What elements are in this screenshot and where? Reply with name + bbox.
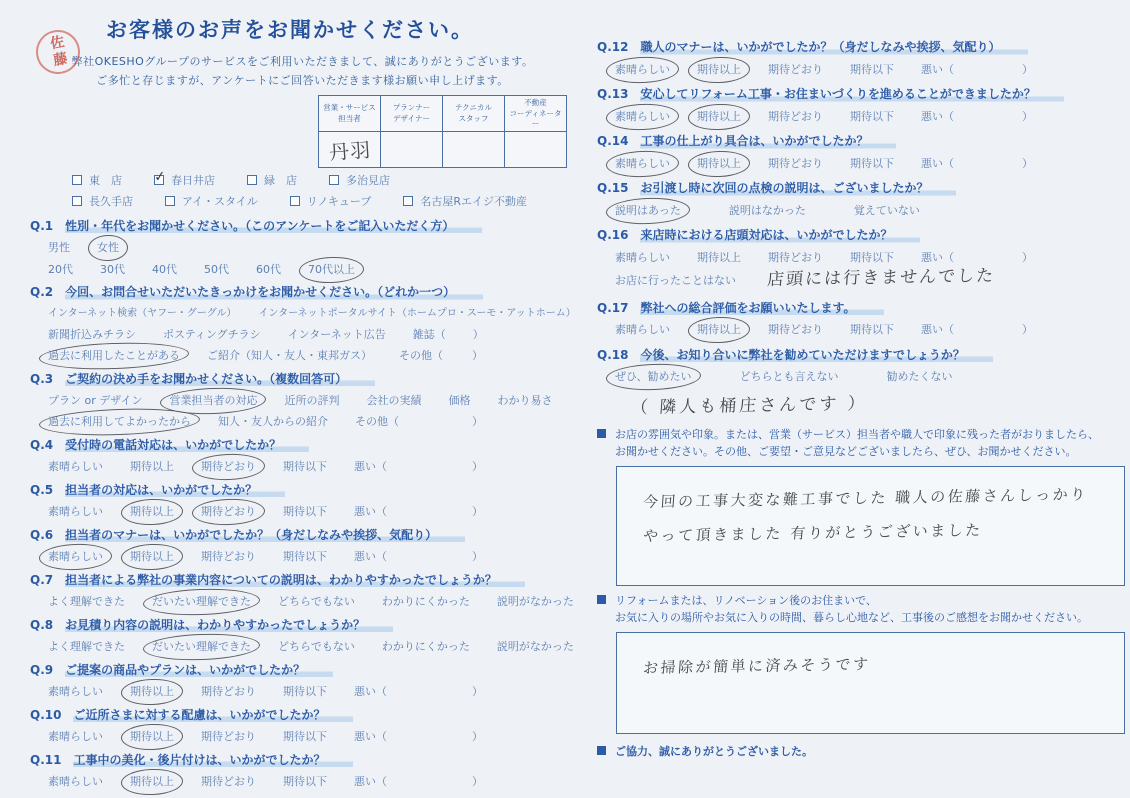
option-circled[interactable]: 素晴らしい [48,550,103,564]
option[interactable]: 会社の実績 [366,394,422,408]
question-title: 担当者による弊社の事業内容についての説明は、わかりやすかったでしょうか？ [65,573,525,589]
store-label: リノキューブ [306,194,372,208]
question-title: 今回、お問合せいただいたきっかけをお聞かせください。（どれか一つ） [65,285,483,301]
question-title: ご契約の決め手をお聞かせください。（複数回答可） [65,372,375,388]
staff-table-value-row [319,131,567,167]
staff-header-line2: スタッフ [458,113,489,123]
question-block [30,483,575,520]
option[interactable]: インターネット検索（ヤフー・グーグル） [48,307,237,319]
store-label: アイ・スタイル [182,194,258,208]
store-item[interactable] [154,172,215,188]
option[interactable]: 説明がなかった [496,640,574,654]
staff-table-value-cell[interactable] [381,131,443,167]
intro-line-2: ご多忙と存じますが、アンケートにご回答いただきます様お願い申し上げます。 [96,73,509,87]
question-head [30,708,575,724]
option[interactable]: 期待以上 [697,250,741,264]
store-item[interactable] [72,193,133,209]
store-label: 多治見店 [346,173,390,187]
checkbox-icon[interactable] [165,196,175,206]
checkbox-icon[interactable] [329,175,339,185]
closing-line [597,743,1125,759]
question-block [30,708,575,745]
staff-table [318,95,567,167]
question-title: 工事中の美化・後片付けは、いかがでしたか？ [73,753,353,769]
question-number: Q.15 [597,180,629,195]
closing-paren: ） [472,730,483,744]
checkbox-icon[interactable] [72,196,82,206]
closing-paren: ） [472,460,483,474]
options-row [615,369,1125,384]
staff-table-header-cell [319,96,381,131]
option[interactable]: 期待以下 [850,250,894,264]
staff-table-header-cell [443,96,505,131]
option[interactable]: 40代 [152,262,177,276]
question-number: Q.6 [30,527,54,542]
options-row [48,639,575,654]
question-block [597,348,1125,416]
option[interactable]: どちらでもない [278,595,355,609]
option[interactable]: 期待どおり [201,775,256,789]
question-title: 性別・年代をお聞かせください。（このアンケートをご記入いただく方） [65,219,482,235]
store-item[interactable] [290,193,372,209]
question-title: 弊社への総合評価をお願いいたします。 [640,301,883,317]
options-row [48,459,575,474]
option-circled[interactable]: 営業担当者の対応 [169,394,258,408]
option-circled[interactable]: 素晴らしい [615,62,670,76]
comment-section [597,426,1125,586]
question-number: Q.13 [597,86,629,101]
option[interactable]: お店に行ったことはない [615,274,736,288]
store-label: 長久手店 [89,194,133,208]
question-title: 職人のマナーは、いかがでしたか？（身だしなみや挨拶、気配り） [640,40,1028,56]
staff-header-line1: プランナー [392,103,431,113]
question-block [597,134,1125,171]
question-title: 受付時の電話対応は、いかがでしたか？ [65,438,309,454]
store-label: 春日井店 [171,173,215,187]
question-number: Q.8 [30,617,54,632]
question-head [30,663,575,679]
staff-header-line1: 不動産 [524,98,547,108]
question-head [30,618,575,634]
option-circled[interactable]: 期待以上 [697,62,741,76]
option-circled[interactable]: 素晴らしい [615,109,670,123]
option[interactable]: 期待どおり [201,550,256,564]
option[interactable]: 新聞折込みチラシ [48,327,136,341]
closing-paren: ） [472,550,483,564]
option[interactable]: その他（ [355,415,399,429]
option[interactable]: 期待以下 [283,775,327,789]
store-item[interactable] [403,193,527,209]
staff-table-header-row [319,96,567,131]
question-list-right [597,40,1125,416]
options-row [48,262,575,277]
question-head [597,348,1125,364]
option[interactable]: プラン or デザイン [48,394,143,408]
question-block [597,87,1125,124]
option[interactable]: インターネット広告 [287,327,386,341]
section-head [597,426,1125,460]
question-title: 安心してリフォーム工事・お住まいづくりを進めることができましたか？ [640,87,1063,103]
question-head [30,753,575,769]
section-head [597,592,1125,626]
option[interactable]: 悪い（ [921,250,954,264]
option[interactable]: 価格 [448,394,471,408]
options-row [48,393,575,408]
question-head [597,181,1125,197]
option[interactable]: 期待以下 [850,156,894,170]
checkbox-icon[interactable] [247,175,257,185]
question-block [30,663,575,700]
staff-header-line1: 営業・サービス [323,103,376,113]
page-title: お客様のお声をお聞かせください。 [106,18,474,42]
option[interactable]: どちらでもない [278,640,355,654]
staff-table-header-cell [381,96,443,131]
option[interactable]: 素晴らしい [615,250,670,264]
option-circled[interactable]: 70代以上 [308,262,355,276]
question-block [30,753,575,790]
question-block [30,219,575,277]
option-circled[interactable]: 過去に利用したことがある [48,349,180,363]
option[interactable]: 悪い（ [921,109,954,123]
question-number: Q.11 [30,752,62,767]
question-number: Q.14 [597,133,629,148]
option[interactable]: 50代 [204,262,229,276]
options-row [48,504,575,519]
option[interactable]: わかり易さ [497,394,553,408]
options-row [48,684,575,699]
question-number: Q.10 [30,707,62,722]
option[interactable]: 悪い（ [354,550,387,564]
question-block [597,228,1125,291]
option[interactable]: よく理解できた [48,640,125,654]
staff-header-line2: コーディネーター [509,108,562,128]
store-row [72,193,575,209]
question-number: Q.7 [30,572,54,587]
staff-table-value-cell[interactable] [319,131,381,167]
option[interactable]: 素晴らしい [48,775,103,789]
question-title: 工事の仕上がり具合は、いかがでしたか？ [640,134,896,150]
option[interactable]: 覚えていない [853,203,920,217]
question-head [30,438,575,454]
option[interactable]: 30代 [100,262,125,276]
square-bullet-icon [597,746,606,755]
closing-paren: ） [1022,323,1033,337]
option[interactable]: 期待どおり [768,250,823,264]
option-circled[interactable]: 期待どおり [201,460,256,474]
staff-table-value-cell[interactable] [505,131,567,167]
option[interactable]: 知人・友人からの紹介 [218,415,328,429]
handwritten-note: （ 隣人も桶庄さんです ） [630,393,869,418]
question-block [597,40,1125,77]
closing-paren: ） [472,685,483,699]
option[interactable]: 雑誌（ [412,327,446,341]
store-row [72,172,575,188]
question-head [597,87,1125,103]
option[interactable]: 期待以下 [850,109,894,123]
options-row [615,109,1125,124]
section-head-line: お気に入りの場所やお気に入りの時間、暮らし心地など、工事後のご感想をお聞かせください。 [615,610,1088,624]
option-circled[interactable]: 素晴らしい [615,156,670,170]
comment-box[interactable] [616,632,1125,734]
question-block [30,618,575,655]
intro-text [30,53,575,90]
staff-name-handwriting: 丹羽 [327,137,372,165]
options-row [48,549,575,564]
options-row [615,156,1125,171]
option[interactable]: 期待以下 [850,62,894,76]
option[interactable]: 素晴らしい [48,460,103,474]
closing-paren: ） [472,327,484,341]
section-head-text [615,426,1099,460]
option[interactable]: 悪い（ [354,730,387,744]
checkbox-checked-icon[interactable] [154,175,164,185]
option[interactable]: 近所の評判 [284,394,340,408]
hanko-stamp: 佐藤 [33,27,84,78]
option[interactable]: 素晴らしい [615,323,670,337]
option[interactable]: 説明がなかった [496,595,574,609]
question-number: Q.4 [30,437,54,452]
comment-section [597,592,1125,734]
question-block [597,181,1125,218]
closing-paren: ） [1022,109,1033,123]
option[interactable]: どちらとも言えない [739,370,839,384]
checkbox-icon[interactable] [290,196,300,206]
option-circled[interactable]: 期待以上 [130,685,174,699]
handwritten-comment: お掃除が簡単に済みそうです [642,654,872,677]
store-label: 緑 店 [264,173,297,187]
option-circled[interactable]: 期待以上 [697,156,741,170]
free-comment-sections [597,426,1125,734]
option[interactable]: 説明はなかった [728,203,806,217]
section-head-text [615,592,1088,626]
question-block [30,285,575,363]
store-checkbox-group [72,172,575,209]
question-number: Q.5 [30,482,54,497]
option[interactable]: 悪い（ [354,685,387,699]
option[interactable]: 期待どおり [768,62,823,76]
closing-paren: ） [472,349,483,363]
question-block [597,301,1125,338]
store-item[interactable] [247,172,297,188]
option[interactable]: よく理解できた [48,595,125,609]
question-title: 今後、お知り合いに弊社を勧めていただけますでしょうか？ [640,348,992,364]
options-row [48,774,575,789]
option[interactable]: 期待以上 [130,460,174,474]
options-row [615,62,1125,77]
option-circled[interactable]: 期待以上 [697,109,741,123]
staff-header-line2: 担当者 [338,113,361,123]
closing-paren: ） [472,775,483,789]
closing-paren: ） [1022,62,1033,76]
option[interactable]: わかりにくかった [381,595,470,609]
question-title: お見積り内容の説明は、わかりやすかったでしょうか？ [65,618,393,634]
staff-table-header-cell [505,96,567,131]
option[interactable]: 素晴らしい [48,505,103,519]
option-circled[interactable]: 女性 [97,241,119,255]
option[interactable]: 20代 [48,262,73,276]
question-title: 担当者の対応は、いかがでしたか？ [65,483,285,499]
options-row [48,729,575,744]
option[interactable]: 期待以下 [283,460,327,474]
option[interactable]: 期待どおり [201,685,256,699]
question-head [597,134,1125,150]
option[interactable]: 60代 [256,262,281,276]
question-head [30,372,575,388]
section-head-line: リフォームまたは、リノベーション後のお住まいで、 [615,593,877,607]
option[interactable]: 期待以下 [283,550,327,564]
handwritten-comment: 今回の工事大変な難工事でした 職人の佐藤さんしっかり [642,485,1089,511]
option[interactable]: 期待以下 [283,505,327,519]
options-row [48,594,575,609]
closing-paren: ） [472,415,483,429]
option-circled[interactable]: 説明はあった [615,203,681,217]
question-head [30,483,575,499]
option-circled[interactable]: 期待以上 [130,550,174,564]
option[interactable]: 期待以下 [850,323,894,337]
closing-text: ご協力、誠にありがとうございました。 [615,744,813,758]
option[interactable]: 勧めたくない [886,370,953,384]
question-title: ご提案の商品やプランは、いかがでしたか？ [65,663,333,679]
options-row [615,322,1125,337]
option[interactable]: ポスティングチラシ [163,327,261,341]
option[interactable]: 悪い（ [921,156,954,170]
question-number: Q.3 [30,371,54,386]
option[interactable]: 素晴らしい [48,685,103,699]
handwritten-note: 店頭には行きませんでした [766,265,996,290]
question-block [30,573,575,610]
store-label: 東 店 [89,173,122,187]
question-number: Q.17 [597,300,629,315]
question-title: お引渡し時に次回の点検の説明は、ございましたか？ [640,181,956,197]
store-item[interactable] [72,172,122,188]
options-row [615,250,1125,265]
question-number: Q.16 [597,227,629,242]
section-head-line: お店の雰囲気や印象。または、営業（サービス）担当者や職人で印象に残った者がおりましたら、 [615,427,1099,441]
survey-right-column [597,40,1125,759]
option[interactable]: 悪い（ [921,323,954,337]
question-number: Q.1 [30,218,54,233]
question-list-left [30,219,575,790]
comment-box[interactable] [616,466,1125,586]
checkbox-icon[interactable] [403,196,413,206]
option[interactable]: 期待どおり [768,109,823,123]
store-label: 名古屋Rエイジ不動産 [420,194,528,208]
options-row [615,265,1125,291]
question-head [30,528,575,544]
option[interactable]: 悪い（ [354,775,387,789]
option[interactable]: 期待どおり [768,156,823,170]
option[interactable]: 悪い（ [354,460,387,474]
options-row [48,327,575,342]
option-circled[interactable]: ぜひ、勧めたい [615,370,692,384]
options-row [615,203,1125,218]
option-circled[interactable]: だいたい理解できた [152,595,251,609]
question-head [597,228,1125,244]
option[interactable]: 男性 [48,241,70,255]
option[interactable]: わかりにくかった [381,640,470,654]
question-handwritten-note [631,391,1125,416]
option[interactable]: 期待どおり [201,730,256,744]
question-head [30,573,575,589]
intro-line-1: 弊社OKESHOグループのサービスをご利用いただきまして、誠にありがとうございます。 [71,55,534,68]
option[interactable]: ご紹介（知人・友人・東邦ガス） [207,349,372,363]
question-number: Q.2 [30,285,54,300]
option[interactable]: その他（ [399,349,443,363]
question-title: 来店時における店頭対応は、いかがでしたか？ [640,228,920,244]
question-head [597,301,1125,317]
option[interactable]: 期待以下 [283,730,327,744]
option-circled[interactable]: 期待以上 [130,505,174,519]
question-title: 担当者のマナーは、いかがでしたか？（身だしなみや挨拶、気配り） [65,528,465,544]
staff-table-value-cell[interactable] [443,131,505,167]
option[interactable]: 素晴らしい [48,730,103,744]
question-number: Q.9 [30,662,54,677]
question-block [30,372,575,430]
option[interactable]: 悪い（ [354,505,387,519]
checkbox-icon[interactable] [72,175,82,185]
question-head [597,40,1125,56]
question-block [30,438,575,475]
option-circled[interactable]: だいたい理解できた [152,640,251,654]
store-item[interactable] [165,193,258,209]
question-number: Q.12 [597,40,629,54]
options-row [48,240,575,255]
option-circled[interactable]: 期待以上 [130,730,174,744]
option-circled[interactable]: 期待どおり [201,505,256,519]
question-block [30,528,575,565]
survey-left-column [30,14,575,798]
closing-paren: ） [472,505,483,519]
store-item[interactable] [329,172,390,188]
option-circled[interactable]: 期待以上 [697,323,741,337]
option-circled[interactable]: 期待以上 [130,775,174,789]
staff-header-line2: デザイナー [393,113,430,123]
option[interactable]: インターネットポータルサイト（ホームプロ・スーモ・アットホーム） [258,307,576,319]
closing-paren: ） [1022,250,1033,264]
options-row [48,414,575,429]
question-head [30,219,575,235]
options-row [48,348,575,363]
handwritten-comment: やって頂きました 有りがとうございました [642,521,984,546]
options-row [48,307,575,321]
question-number: Q.18 [597,347,629,362]
question-head [30,285,575,301]
option[interactable]: 悪い（ [921,62,954,76]
staff-header-line1: テクニカル [454,103,493,113]
option[interactable]: 期待以下 [283,685,327,699]
closing-paren: ） [1022,156,1033,170]
square-bullet-icon [597,595,606,604]
question-title: ご近所さまに対する配慮は、いかがでしたか？ [73,708,353,724]
section-head-line: お聞かせください。その他、ご要望・ご意見などございましたら、ぜひ、お聞かせください。 [615,444,1077,458]
square-bullet-icon [597,429,606,438]
option-circled[interactable]: 過去に利用してよかったから [48,415,191,429]
option[interactable]: 期待どおり [768,323,823,337]
